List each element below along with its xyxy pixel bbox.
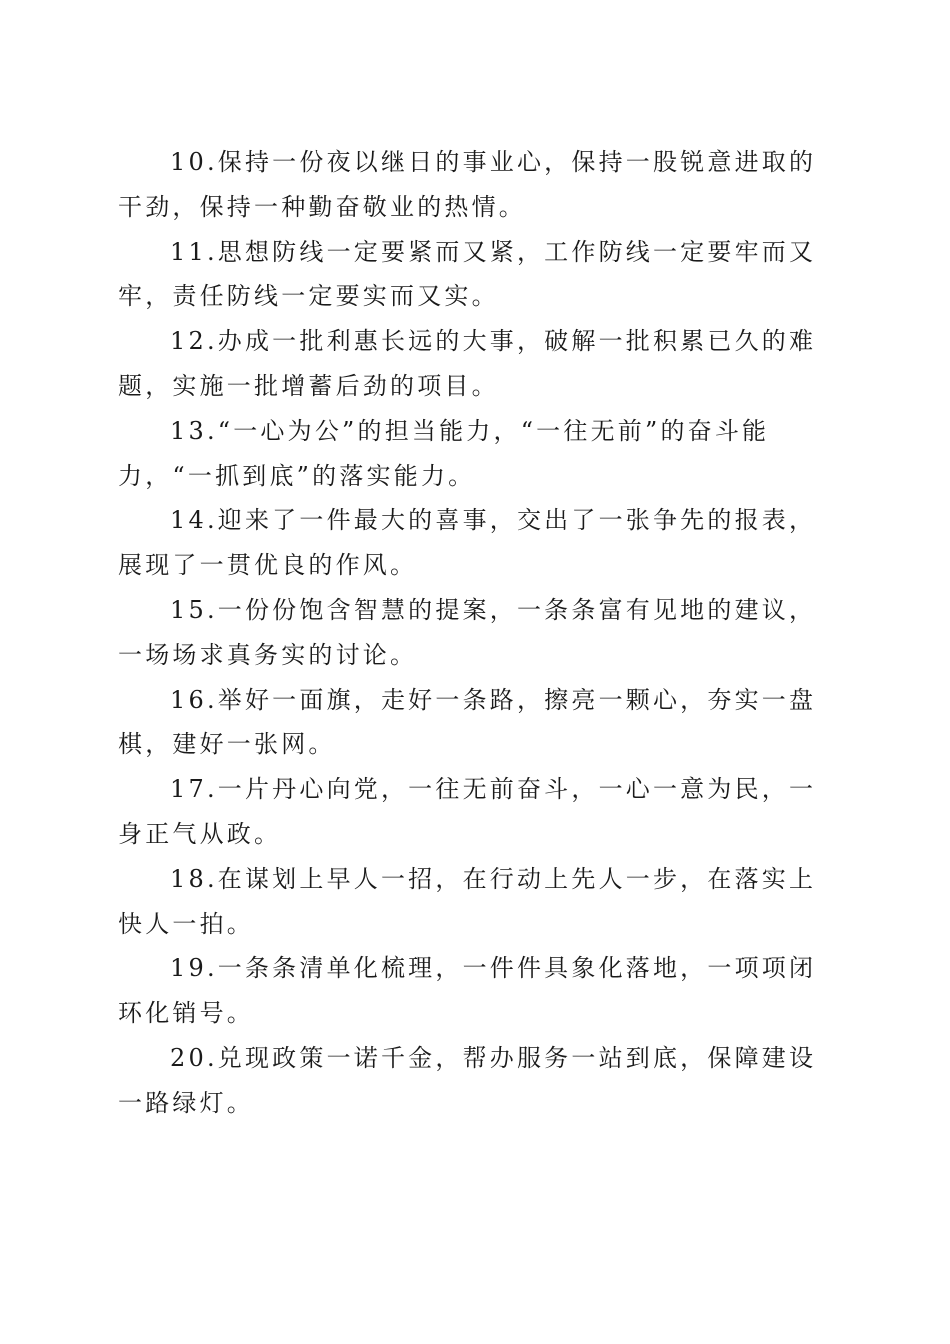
list-item: 19.一条条清单化梳理，一件件具象化落地，一项项闭环化销号。	[118, 954, 817, 1028]
list-item: 14.迎来了一件最大的喜事，交出了一张争先的报表，展现了一贯优良的作风。	[118, 506, 817, 580]
list-item: 16.举好一面旗，走好一条路，擦亮一颗心，夯实一盘棋，建好一张网。	[118, 685, 817, 759]
document-body	[118, 140, 830, 1126]
list-item: 17.一片丹心向党，一往无前奋斗，一心一意为民，一身正气从政。	[118, 775, 817, 848]
list-item: 13.“一心为公”的担当能力，“一往无前”的奋斗能力，“一抓到底”的落实能力。	[118, 416, 770, 490]
list-item: 10.保持一份夜以继日的事业心，保持一股锐意进取的干劲，保持一种勤奋敬业的热情。	[118, 148, 817, 221]
list-item: 18.在谋划上早人一招，在行动上先人一步，在落实上快人一拍。	[118, 864, 817, 938]
list-item: 15.一份份饱含智慧的提案，一条条富有见地的建议，一场场求真务实的讨论。	[118, 595, 817, 669]
list-item: 12.办成一批利惠长远的大事，破解一批积累已久的难题，实施一批增蓄后劲的项目。	[118, 327, 817, 400]
list-item: 20.兑现政策一诺千金，帮办服务一站到底，保障建设一路绿灯。	[118, 1043, 817, 1117]
list-item: 11.思想防线一定要紧而又紧，工作防线一定要牢而又牢，责任防线一定要实而又实。	[118, 237, 817, 311]
